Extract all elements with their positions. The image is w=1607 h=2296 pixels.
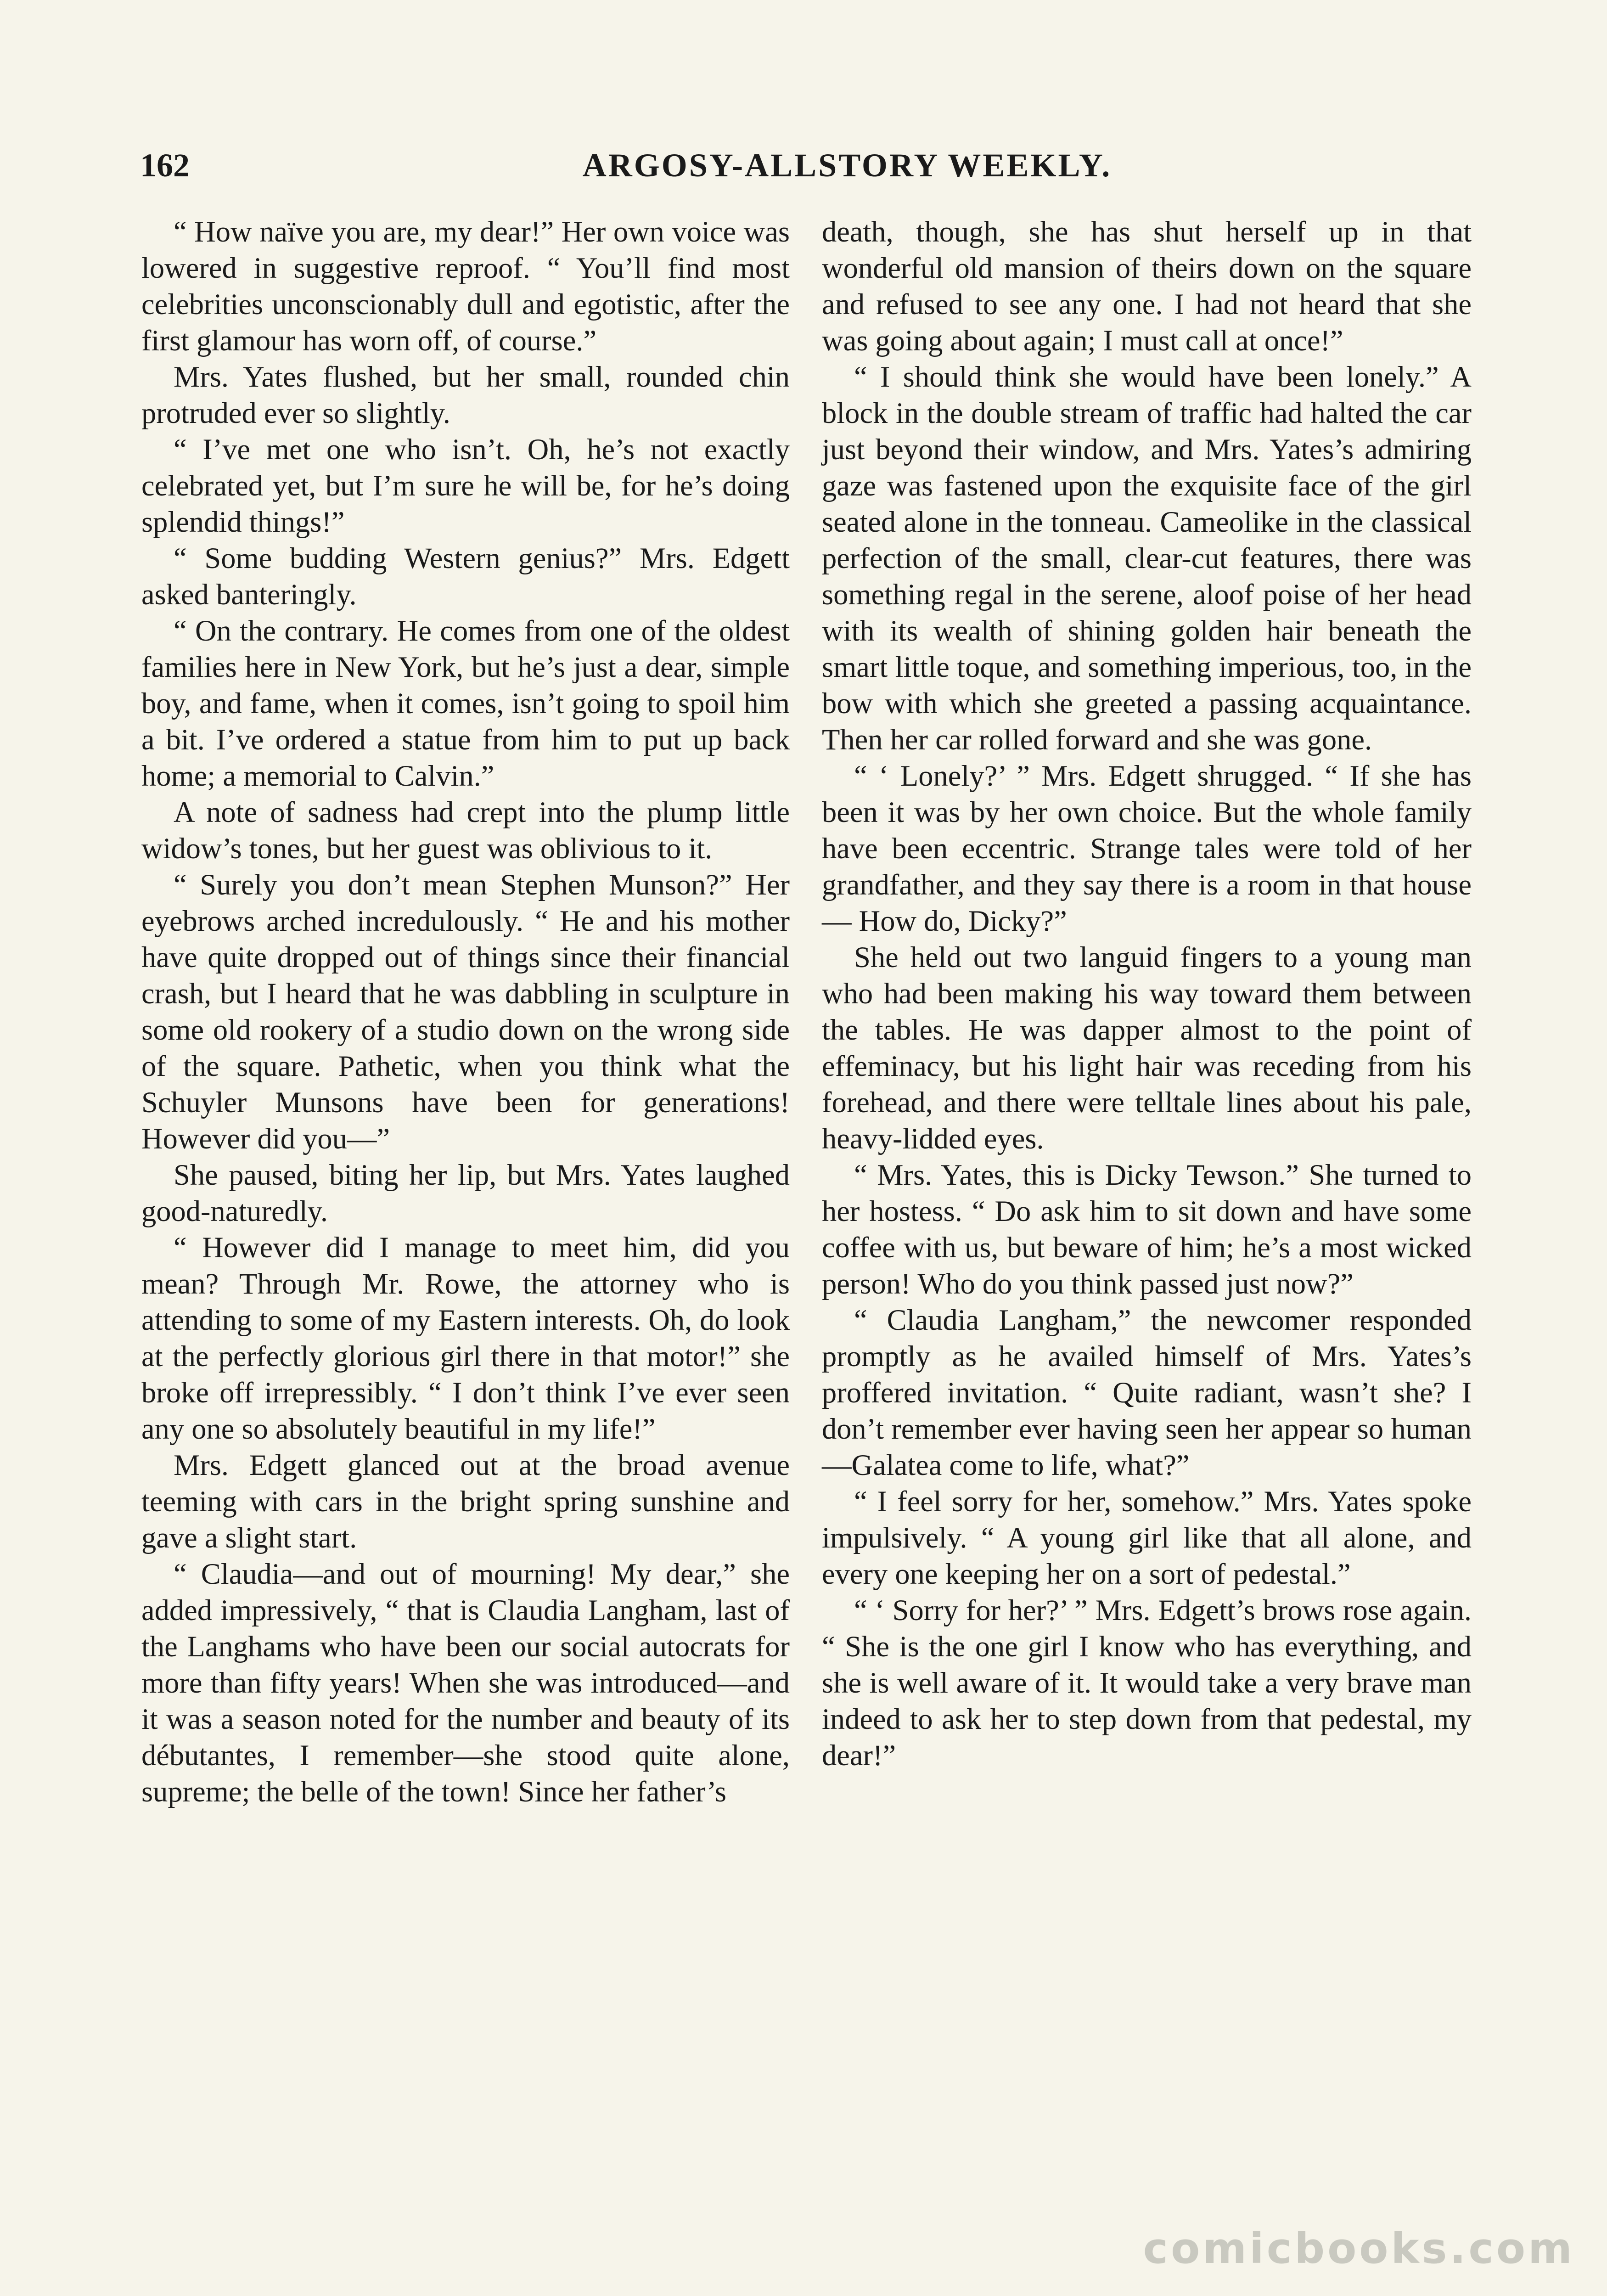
running-head: ARGOSY-ALLSTORY WEEKLY. bbox=[582, 147, 1112, 184]
paragraph: “ However did I manage to meet him, did you mean? Through Mr. Rowe, the attorney who is attending to some of my Eastern interests. Oh, do look at the perfectly glorious girl there in that motor!” she broke off irrepressibly. “ I don’t think I’ve ever seen any one so absolutely beautiful in my life!” bbox=[141, 1231, 790, 1445]
paragraph-continued: death, though, she has shut herself up in that wonderful old mansion of theirs down on the square and refused to see any one. I had not heard that she was going about again; I must call at once!” bbox=[822, 215, 1472, 357]
paragraph: “ ‘ Lonely?’ ” Mrs. Edgett shrugged. “ If she has been it was by her own choice. But the whole family have been eccentric. Strange tales were told of her grandfather, and they say there is a room in that house— How do, Dicky?” bbox=[822, 760, 1472, 937]
paragraph: “ Surely you don’t mean Stephen Munson?” Her eyebrows arched incredulously. “ He and his mother have quite dropped out of things since their financial crash, but I heard that he was dabbling in sculpture in some old rookery of a studio down on the wrong side of the square. Pathetic, when you think what the Schuyler Munsons have been for generations! However did you—” bbox=[141, 868, 790, 1155]
paragraph: A note of sadness had crept into the plump little widow’s tones, but her guest was oblivious to it. bbox=[141, 796, 790, 865]
left-column bbox=[141, 214, 790, 1810]
right-column bbox=[822, 214, 1472, 1773]
paragraph: “ I feel sorry for her, somehow.” Mrs. Yates spoke impulsively. “ A young girl like that all alone, and every one keeping her on a sort of pedestal.” bbox=[822, 1485, 1472, 1590]
watermark: comicbooks.com bbox=[1143, 2224, 1575, 2273]
paragraph: Mrs. Edgett glanced out at the broad avenue teeming with cars in the bright spring sunshine and gave a slight start. bbox=[141, 1449, 790, 1554]
paragraph: “ How naïve you are, my dear!” Her own voice was lowered in suggestive reproof. “ You’ll find most celebrities unconscionably dull and egotistic, after the first glamour has worn off, of course.” bbox=[141, 215, 790, 357]
paragraph: “ I’ve met one who isn’t. Oh, he’s not exactly celebrated yet, but I’m sure he will be, for he’s doing splendid things!” bbox=[141, 433, 790, 538]
paragraph: “ Mrs. Yates, this is Dicky Tewson.” She turned to her hostess. “ Do ask him to sit down and have some coffee with us, but beware of him; he’s a most wicked person! Who do you think passed just now?” bbox=[822, 1159, 1472, 1300]
paragraph: “ Some budding Western genius?” Mrs. Edgett asked banteringly. bbox=[141, 542, 790, 611]
paragraph: “ Claudia—and out of mourning! My dear,” she added impressively, “ that is Claudia Langham, last of the Langhams who have been our social autocrats for more than fifty years! When she was introduced—and it was a season noted for the number and beauty of its débutantes, I remember—she stood quite alone, supreme; the belle of the town! Since her father’s bbox=[141, 1558, 790, 1808]
paragraph: Mrs. Yates flushed, but her small, rounded chin protruded ever so slightly. bbox=[141, 360, 790, 429]
paragraph: “ I should think she would have been lonely.” A block in the double stream of traffic had halted the car just beyond their window, and Mrs. Yates’s admiring gaze was fastened upon the exquisite face of the girl seated alone in the tonneau. Cameolike in the classical perfection of the small, clear-cut features, there was something regal in the serene, aloof poise of her head with its wealth of shining golden hair beneath the smart little toque, and something imperious, too, in the bow with which she greeted a passing acquaintance. Then her car rolled forward and she was gone. bbox=[822, 360, 1472, 756]
paragraph: She held out two languid fingers to a young man who had been making his way toward them between the tables. He was dapper almost to the point of effeminacy, but his light hair was receding from his forehead, and there were telltale lines about his pale, heavy-lidded eyes. bbox=[822, 941, 1472, 1155]
page-number: 162 bbox=[140, 147, 190, 184]
paragraph: “ ‘ Sorry for her?’ ” Mrs. Edgett’s brows rose again. “ She is the one girl I know who has everything, and she is well aware of it. It would take a very brave man indeed to ask her to step down from that pedestal, my dear!” bbox=[822, 1594, 1472, 1772]
paragraph: She paused, biting her lip, but Mrs. Yates laughed good-naturedly. bbox=[141, 1159, 790, 1227]
paragraph: “ Claudia Langham,” the newcomer responded promptly as he availed himself of Mrs. Yates’s proffered invitation. “ Quite radiant, wasn’t she? I don’t remember ever having seen her appear so human—Galatea come to life, what?” bbox=[822, 1304, 1472, 1481]
page-header bbox=[140, 138, 1472, 193]
paragraph: “ On the contrary. He comes from one of the oldest families here in New York, but he’s just a dear, simple boy, and fame, when it comes, isn’t going to spoil him a bit. I’ve ordered a statue from him to put up back home; a memorial to Calvin.” bbox=[141, 614, 790, 792]
